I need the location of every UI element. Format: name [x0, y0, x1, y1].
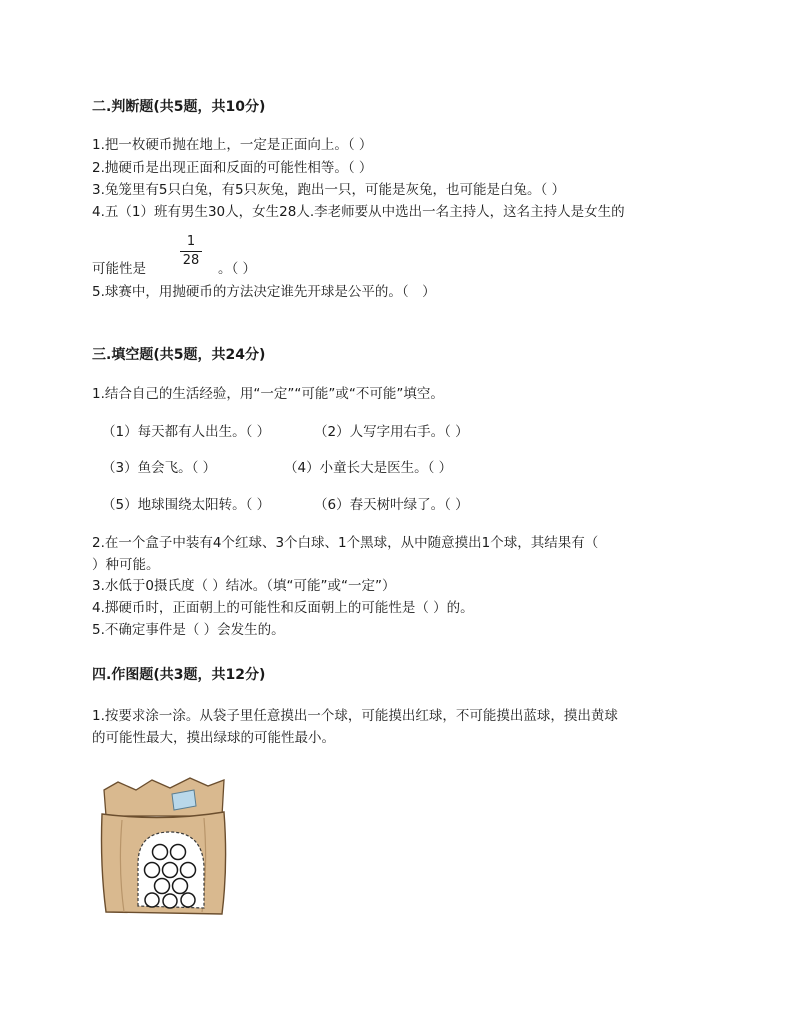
s2-question-4-line1: 4.五（1）班有男生30人，女生28人.李老师要从中选出一名主持人，这名主持人是女生的: [92, 204, 625, 220]
s3-question-3: 3.水低于0摄氏度（ ）结冰。（填“可能”或“一定”）: [92, 578, 396, 594]
ball: [181, 863, 196, 878]
fraction-numerator: 1: [186, 234, 196, 249]
s3-sub-4: （4）小童长大是医生。（ ）: [284, 460, 453, 476]
ball: [155, 879, 170, 894]
s2-question-1: 1.把一枚硬币抛在地上，一定是正面向上。（ ）: [92, 137, 373, 153]
s3-sub-6: （6）春天树叶绿了。（ ）: [314, 497, 469, 513]
s4-question-1-line2: 的可能性最大，摸出绿球的可能性最小。: [92, 730, 335, 746]
s2-question-2: 2.抛硬币是出现正面和反面的可能性相等。（ ）: [92, 160, 373, 176]
paper-bag-with-balls-illustration: [98, 776, 230, 918]
section-2-title: 二.判断题(共5题，共10分): [92, 99, 266, 115]
section-4-title: 四.作图题(共3题，共12分): [92, 667, 266, 683]
fraction-1-over-28: [180, 234, 202, 269]
s3-sub-2: （2）人写字用右手。（ ）: [314, 424, 469, 440]
s3-question-2-line2: ）种可能。: [92, 557, 160, 573]
s3-question-4: 4.掷硬币时，正面朝上的可能性和反面朝上的可能性是（ ）的。: [92, 600, 474, 616]
s2-question-4-suffix: 。（ ）: [218, 261, 257, 277]
ball: [145, 893, 159, 907]
ball: [181, 893, 195, 907]
s3-question-1: 1.结合自己的生活经验，用“一定”“可能”或“不可能”填空。: [92, 386, 444, 402]
s3-question-5: 5.不确定事件是（ ）会发生的。: [92, 622, 285, 638]
ball: [173, 879, 188, 894]
s2-question-3: 3.兔笼里有5只白兔，有5只灰兔，跑出一只，可能是灰兔，也可能是白兔。（ ）: [92, 182, 566, 198]
s3-question-2-line1: 2.在一个盒子中装有4个红球、3个白球、1个黑球，从中随意摸出1个球，其结果有（: [92, 535, 599, 551]
s3-sub-5: （5）地球围绕太阳转。（ ）: [102, 497, 271, 513]
ball: [145, 863, 160, 878]
s3-sub-3: （3）鱼会飞。（ ）: [102, 460, 217, 476]
bag-label-tag: [172, 790, 196, 810]
s2-question-4-prefix: 可能性是: [92, 261, 146, 277]
ball: [163, 863, 178, 878]
section-3-title: 三.填空题(共5题，共24分): [92, 347, 266, 363]
ball: [153, 845, 168, 860]
s4-question-1-line1: 1.按要求涂一涂。从袋子里任意摸出一个球，可能摸出红球，不可能摸出蓝球，摸出黄球: [92, 708, 618, 724]
s3-sub-1: （1）每天都有人出生。（ ）: [102, 424, 271, 440]
bag-top-flap: [104, 778, 224, 816]
fraction-bar: [180, 251, 202, 252]
s2-question-5: 5.球赛中，用抛硬币的方法决定谁先开球是公平的。（ ）: [92, 284, 436, 300]
fraction-denominator: 28: [182, 253, 200, 268]
ball: [163, 894, 177, 908]
ball: [171, 845, 186, 860]
